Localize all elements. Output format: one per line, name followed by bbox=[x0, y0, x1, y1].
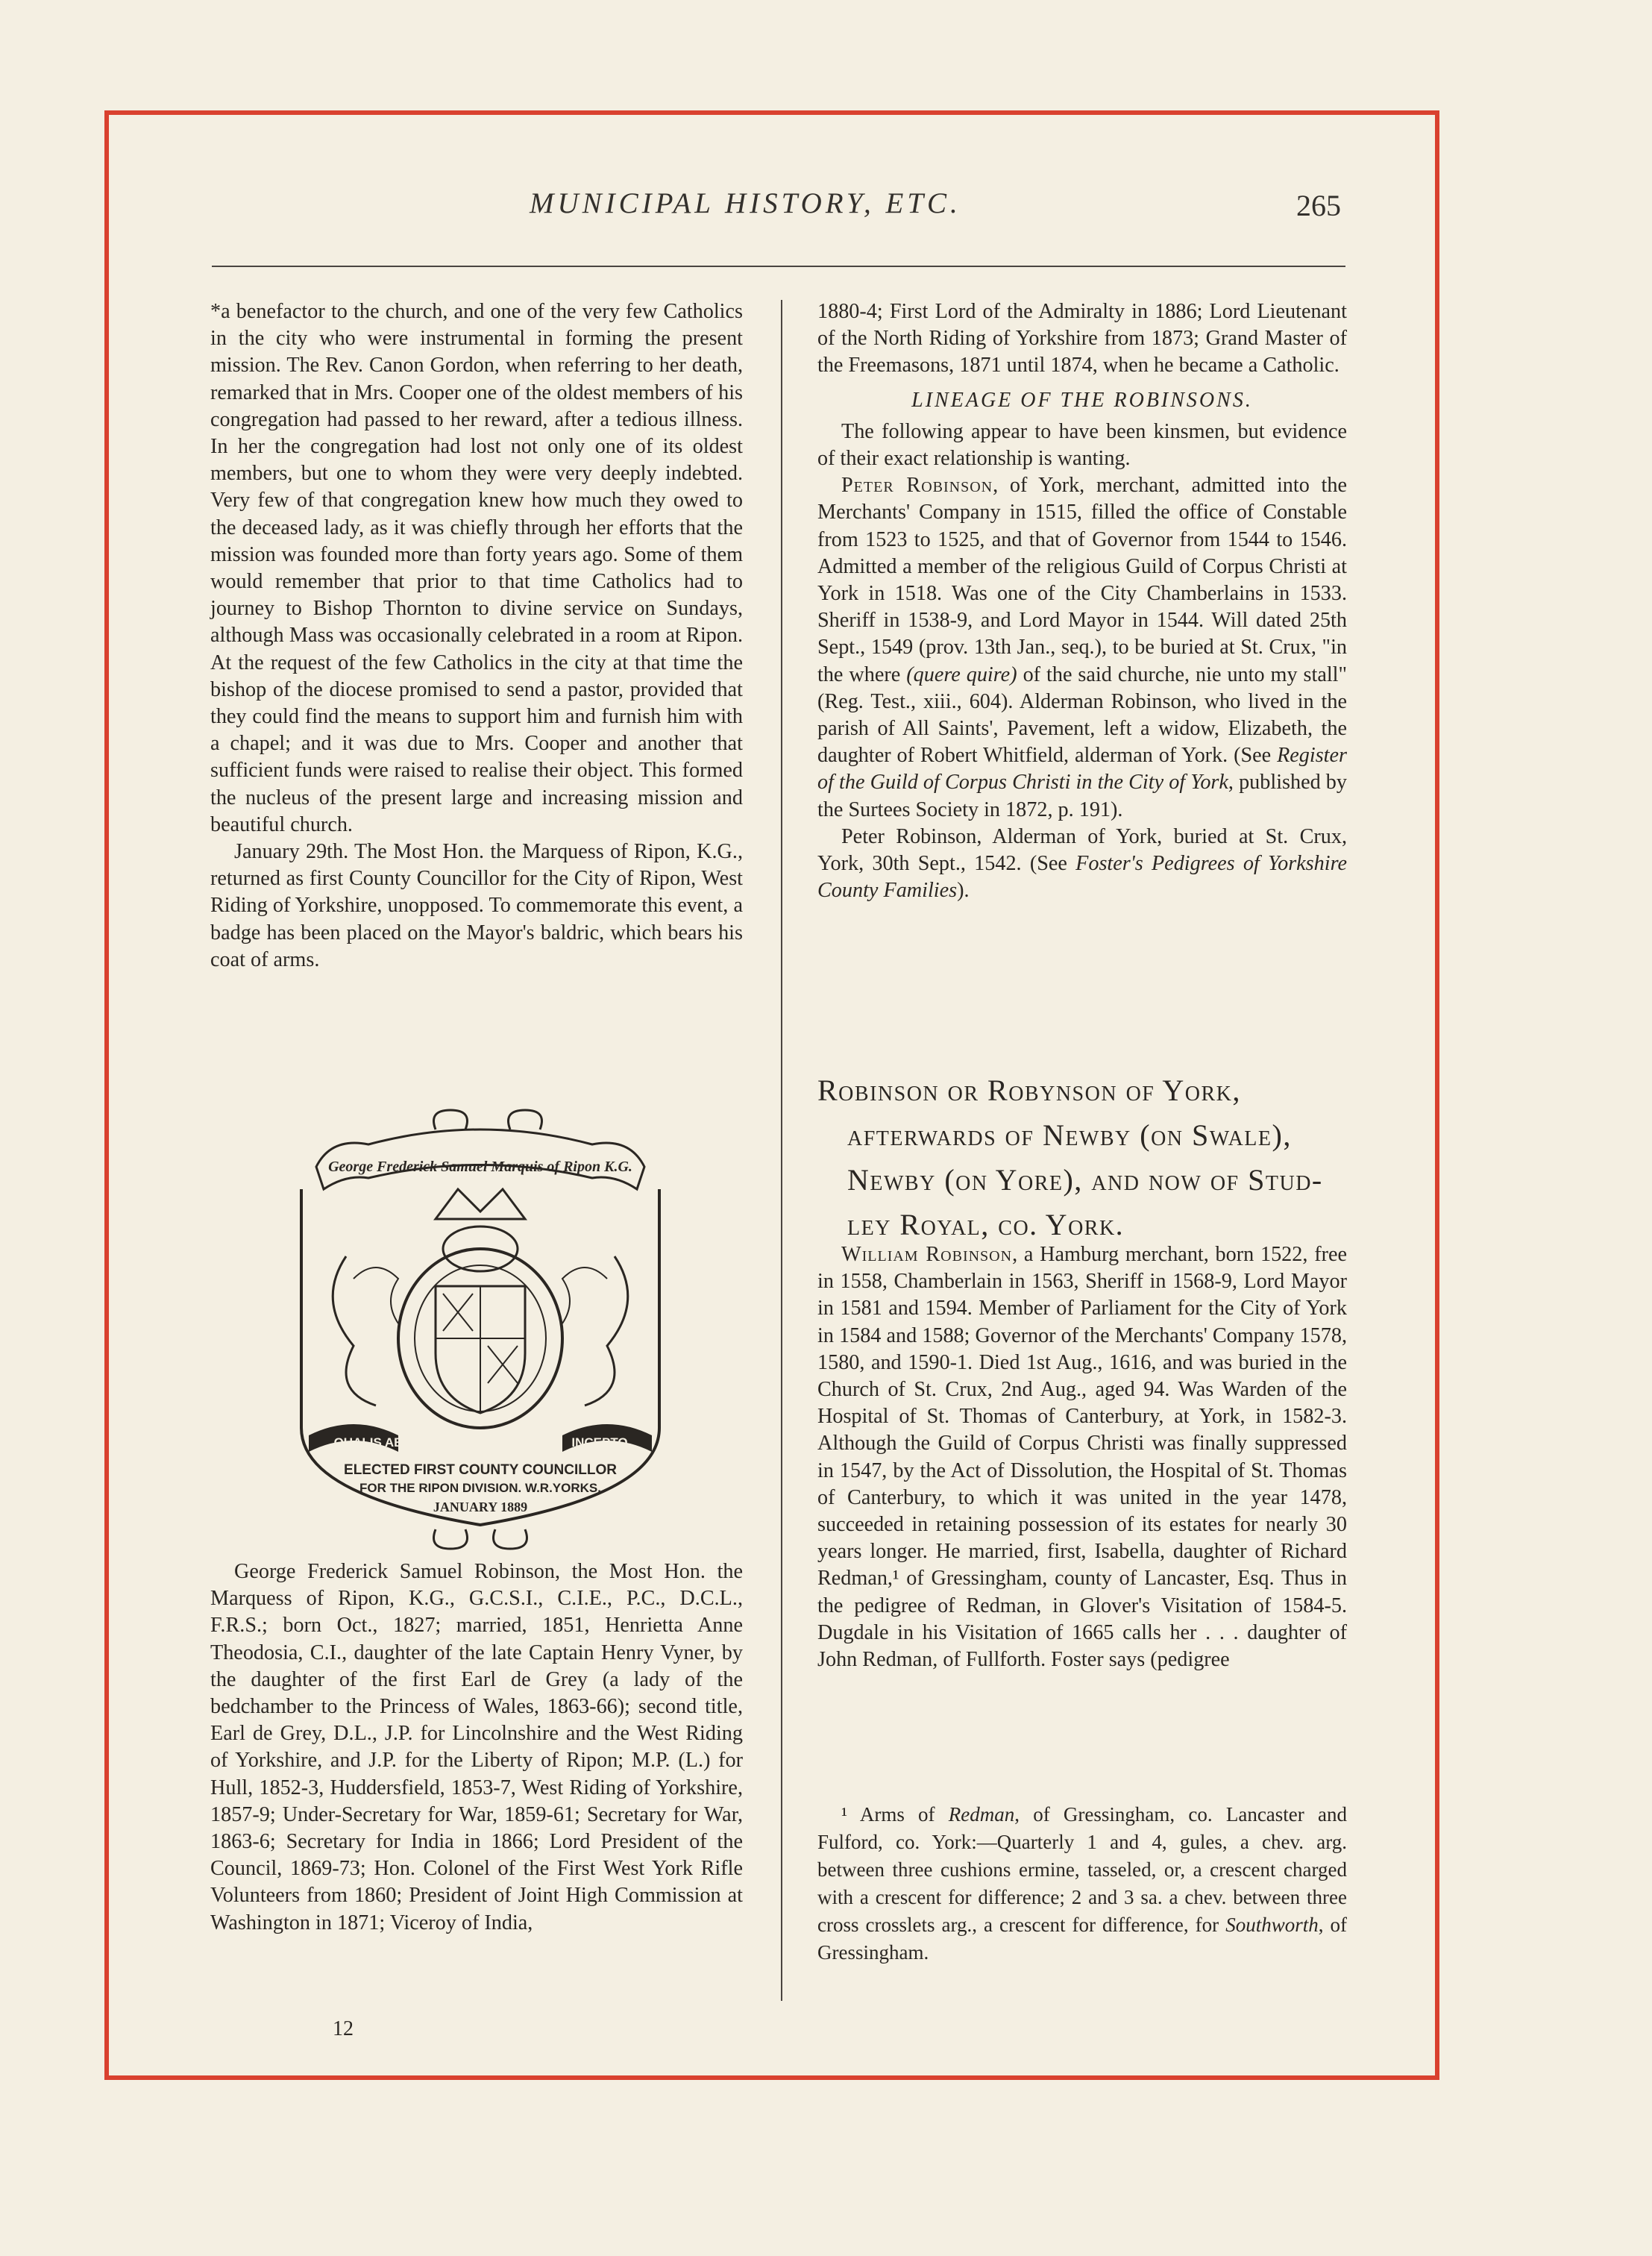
marquess-badge-emblem bbox=[286, 1107, 674, 1555]
badge-date: JANUARY 1889 bbox=[433, 1500, 528, 1514]
paragraph-admiralty: 1880-4; First Lord of the Admiralty in 1886; Lord Lieutenant of the North Riding of Yorkshire from 1873; Grand Master of the Freemasons, 1871 until 1874, when he became a Catholic. bbox=[817, 300, 1347, 377]
paragraph-marquess-biography: George Frederick Samuel Robinson, the Most Hon. the Marquess of Ripon, K.G., G.C.S.I., C.I.E., P.C., D.C.L., F.R.S.; born Oct., 1827; married, 1851, Henrietta Anne Theodosia, C.I., daughter of the late Captain Henry Vyner, by the daughter of the first Earl de Grey (a lady of the bedchamber to the Princess of Wales, 1863-66); second title, Earl de Grey, D.L., J.P. for Lincolnshire and the West Riding of Yorkshire, and J.P. for the Liberty of Ripon; M.P. (L.) for Hull, 1852-3, Huddersfield, 1853-7, West Riding of Yorkshire, 1857-9; Under-Secretary for War, 1859-61; Secretary for War, 1863-6; Secretary for India in 1866; Lord President of the Council, 1869-73; Hon. Colonel of the First West York Rifle Volunteers from 1860; President of Joint High Commission at Washington in 1871; Viceroy of India, bbox=[210, 1560, 743, 1934]
peter-robinson-name: Peter Robinson bbox=[841, 474, 993, 498]
badge-scroll-text: George Frederick Samuel Marquis of Ripon K.G. bbox=[328, 1159, 632, 1175]
badge-motto-right: INCEPTO bbox=[571, 1435, 628, 1450]
left-column-top bbox=[210, 298, 743, 974]
right-column-top bbox=[817, 298, 1347, 904]
paragraph-benefactor: *a benefactor to the church, and one of the very few Catholics in the city who were instrumental in forming the present mission. The Rev. Canon Gordon, when referring to her death, remarked that in Mrs. Cooper one of the oldest members of his congregation had passed to her reward, after a tedious illness. In her the congregation had lost not only one of its oldest members, but one to whom they were very deeply indebted. Very few of that congregation knew how much they owed to the deceased lady, as it was chiefly through her efforts that the mission was founded more than forty years ago. Some of them would remember that prior to that time Catholics had to journey to Bishop Thornton to divine service on Sundays, although Mass was occasionally celebrated in a room at Ripon. At the request of the few Catholics in the city at that time the bishop of the diocese promised to send a pastor, provided that they could find the means to support him and furnish him with a chapel; and it was due to Mrs. Cooper and another that sufficient funds were raised to realise their object. This formed the nucleus of the present large and increasing mission and beautiful church. bbox=[210, 300, 743, 836]
signature-mark: 12 bbox=[333, 2017, 354, 2040]
paragraph-kinsmen: The following appear to have been kinsmen, but evidence of their exact relationship is wanting. bbox=[817, 419, 1347, 471]
paragraph-january: January 29th. The Most Hon. the Marquess of Ripon, K.G., returned as first County Councillor for the City of Ripon, West Riding of Yorkshire, unopposed. To commemorate this event, a badge has been placed on the Mayor's baldric, which bears his coat of arms. bbox=[210, 840, 743, 971]
running-head: MUNICIPAL HISTORY, ETC. bbox=[530, 187, 961, 219]
right-column-middle bbox=[817, 1241, 1347, 1673]
footnote: ¹ Arms of Redman, of Gressingham, co. Lancaster and Fulford, co. York:—Quarterly 1 and 4, gules, a chev. arg. between three cushions ermine, tasseled, or, a crescent charged with a crescent for difference; 2 and 3 sa. a chev. between three cross crosslets arg., a crescent for difference, for Southworth, of Gressingham. bbox=[817, 1803, 1347, 1964]
column-divider bbox=[781, 300, 782, 2001]
badge-motto-left: QUALIS AB bbox=[333, 1435, 403, 1450]
paragraph-william-robinson: William Robinson, a Hamburg merchant, born 1522, free in 1558, Chamberlain in 1563, Sheriff in 1568-9, Lord Mayor in 1581 and 1594. Member of Parliament for the City of York in 1584 and 1588; Governor of the Merchants' Company 1578, 1580, and 1590-1. Died 1st Aug., 1616, and was buried in the Church of St. Crux, 2nd Aug., aged 94. Was Warden of the Hospital of St. Thomas of Canterbury, at York, in 1582-3. Although the Guild of Corpus Christi was finally suppressed in 1547, by the Act of Dissolution, the Hospital of St. Thomas of Canterbury, to which it was united in the year 1478, succeeded in retaining possession of its estates for nearly 30 years longer. He married, first, Isabella, daughter of Richard Redman,¹ of Gressingham, county of Lancaster, Esq. Thus in the pedigree of Redman, in Glover's Visitation of 1584-5. Dugdale in his Visitation of 1665 calls her . . . daughter of John Redman, of Fullforth. Foster says (pedigree bbox=[817, 1243, 1347, 1672]
paragraph-peter-robinson-alderman: Peter Robinson, Alderman of York, buried at St. Crux, York, 30th Sept., 1542. (See Foster's Pedigrees of Yorkshire County Families). bbox=[817, 824, 1348, 903]
badge-line-2: FOR THE RIPON DIVISION. W.R.YORKS. bbox=[359, 1481, 601, 1495]
lineage-heading: LINEAGE OF THE ROBINSONS. bbox=[911, 388, 1253, 412]
page-number: 265 bbox=[1296, 189, 1341, 222]
left-column-bottom bbox=[210, 1558, 743, 1937]
badge-line-1: ELECTED FIRST COUNTY COUNCILLOR bbox=[344, 1462, 617, 1478]
paragraph-peter-robinson: Peter Robinson, of York, merchant, admitted into the Merchants' Company in 1515, filled the office of Constable from 1523 to 1525, and that of Governor from 1544 to 1546. Admitted a member of the religious Guild of Corpus Christi at York in 1518. Was one of the City Chamberlains in 1533. Sheriff in 1538-9, and Lord Mayor in 1544. Will dated 25th Sept., 1549 (prov. 13th Jan., seq.), to be buried at St. Crux, "in the where (quere quire) of the said churche, nie unto my stall" (Reg. Test., xiii., 604). Alderman Robinson, who lived in the parish of All Saints', Pavement, left a widow, Elizabeth, the daughter of Robert Whitfield, alderman of York. (See Register of the Guild of Corpus Christi in the City of York, published by the Surtees Society in 1872, p. 191). bbox=[817, 474, 1348, 821]
header-rule bbox=[212, 266, 1345, 267]
section-heading-robinson: Robinson or Robynson of York, afterwards of Newby (on Swale), Newby (on Yore), and now of Stud- ley Royal, co. York. bbox=[817, 1074, 1323, 1241]
william-robinson-name: William Robinson bbox=[841, 1243, 1013, 1266]
